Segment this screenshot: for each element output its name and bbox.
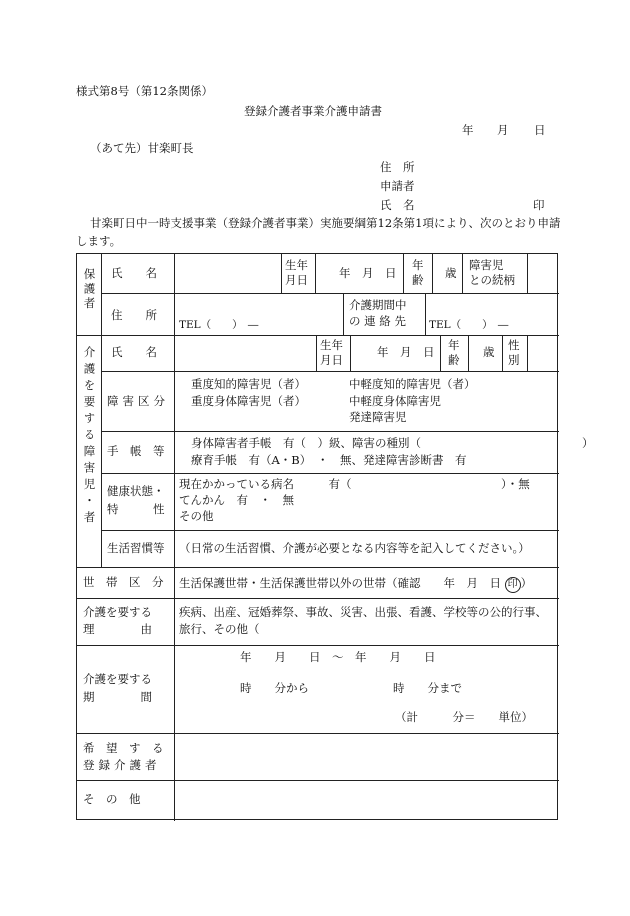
household-seal: 印 [505, 577, 521, 593]
health-label-2: 特 性 [107, 502, 165, 516]
child-age-label-2: 齢 [448, 353, 460, 367]
form-title: 登録介護者事業介護申請書 [244, 104, 382, 118]
intro-text: 甘楽町日中一時支援事業（登録介護者事業）実施要綱第12条第1項により、次のとおり申請 [90, 216, 561, 230]
contact-label-2: の 連 絡 先 [349, 314, 406, 328]
other-label: そ の 他 [83, 792, 141, 806]
guardian-age-label-1: 年 [412, 258, 424, 272]
guardian-age-label-2: 齢 [412, 273, 424, 287]
contact-label-1: 介護期間中 [349, 298, 407, 312]
health-disease-line[interactable]: 現在かかっている病名 有（ ）・無 [179, 477, 530, 491]
guardian-birth-field[interactable]: 年 月 日 [339, 266, 397, 280]
child-section-label: 介護を要する障害児・者 [82, 346, 97, 528]
guardian-section-label: 保護者 [82, 268, 97, 312]
guardian-relation-label-1: 障害児 [469, 258, 504, 272]
disability-option-moderate-intellectual[interactable]: 中軽度知的障害児（者） [349, 377, 476, 391]
household-text: 生活保護世帯・生活保護世帯以外の世帯（確認 年 月 日 [179, 576, 501, 590]
reason-other-line[interactable]: 旅行、その他（ [179, 622, 260, 636]
health-other-line[interactable]: その他 [179, 509, 214, 523]
habits-label: 生活習慣等 [107, 541, 165, 555]
date-month-label: 月 [497, 123, 509, 137]
handbook-physical-line[interactable]: 身体障害者手帳 有（ ）級、障害の種別（ ） [191, 436, 594, 450]
guardian-birth-label-2: 月日 [285, 273, 308, 287]
household-field[interactable] [179, 577, 532, 593]
caregiver-field[interactable] [179, 738, 553, 776]
period-label-2: 期 間 [83, 690, 152, 704]
guardian-tel-field[interactable]: TEL（ ） ― [179, 319, 259, 331]
caregiver-label-2: 登録介護者 [83, 758, 161, 772]
child-name-label: 氏 名 [111, 345, 157, 359]
form-number: 様式第8号（第12条関係） [76, 84, 213, 98]
child-birth-label-2: 月日 [320, 353, 343, 367]
addressee: （あて先）甘楽町長 [90, 141, 194, 155]
reason-label-1: 介護を要する [83, 605, 152, 619]
habits-field[interactable]: （日常の生活習慣、介護が必要となる内容等を記入してください。） [179, 541, 530, 555]
period-time-from[interactable]: 時 分から [240, 681, 309, 695]
reason-options-line[interactable]: 疾病、出産、冠婚葬祭、事故、災害、出張、看護、学校等の公的行事、 [179, 605, 547, 619]
intro-text-end: します。 [76, 234, 122, 248]
period-time-to[interactable]: 時 分まで [393, 681, 462, 695]
guardian-relation-field[interactable] [529, 262, 555, 286]
applicant-address-label: 住 所 [380, 160, 415, 174]
child-birth-field[interactable]: 年 月 日 [377, 345, 435, 359]
date-day-label: 日 [534, 123, 546, 137]
child-sex-label-1: 性 [508, 338, 520, 352]
child-birth-label-1: 生年 [320, 338, 343, 352]
guardian-name-label: 氏 名 [111, 266, 157, 280]
health-label-1: 健康状態・ [107, 484, 165, 498]
guardian-name-field[interactable] [179, 262, 279, 286]
handbook-rehab-line[interactable]: 療育手帳 有（A・B） ・ 無、発達障害診断書 有 [191, 453, 467, 467]
child-age-label-1: 年 [448, 338, 460, 352]
period-date-range[interactable]: 年 月 日 ～ 年 月 日 [240, 650, 436, 664]
guardian-address-label: 住 所 [111, 308, 157, 322]
applicant-name-label: 氏 名 [380, 198, 415, 212]
child-sex-label-2: 別 [508, 353, 520, 367]
household-label: 世 帯 区 分 [83, 575, 164, 589]
disability-label: 障害区分 [107, 394, 169, 408]
seal-mark: 印 [533, 198, 545, 212]
contact-tel-field[interactable]: TEL（ ） ― [429, 319, 509, 331]
guardian-age-field[interactable]: 歳 [445, 266, 457, 280]
disability-option-severe-physical[interactable]: 重度身体障害児（者） [191, 394, 306, 408]
other-field[interactable] [179, 785, 553, 817]
period-total[interactable]: （計 分＝ 単位） [395, 710, 533, 724]
child-sex-field[interactable] [531, 340, 555, 366]
application-form-table [76, 253, 594, 820]
guardian-relation-label-2: との続柄 [469, 273, 515, 287]
applicant-label: 申請者 [380, 179, 415, 193]
date-year-label: 年 [462, 123, 474, 137]
disability-option-moderate-physical[interactable]: 中軽度身体障害児 [349, 394, 441, 408]
caregiver-label-1: 希 望 す る [83, 741, 164, 755]
guardian-birth-label-1: 生年 [285, 258, 308, 272]
child-name-field[interactable] [179, 340, 313, 366]
disability-option-developmental[interactable]: 発達障害児 [349, 410, 407, 424]
health-epilepsy-line[interactable]: てんかん 有 ・ 無 [179, 493, 294, 507]
handbook-label: 手 帳 等 [107, 444, 165, 458]
disability-option-severe-intellectual[interactable]: 重度知的障害児（者） [191, 377, 306, 391]
child-age-field[interactable]: 歳 [483, 345, 495, 359]
household-close: ） [520, 576, 533, 590]
reason-label-2: 理 由 [83, 622, 152, 636]
period-label-1: 介護を要する [83, 672, 152, 686]
